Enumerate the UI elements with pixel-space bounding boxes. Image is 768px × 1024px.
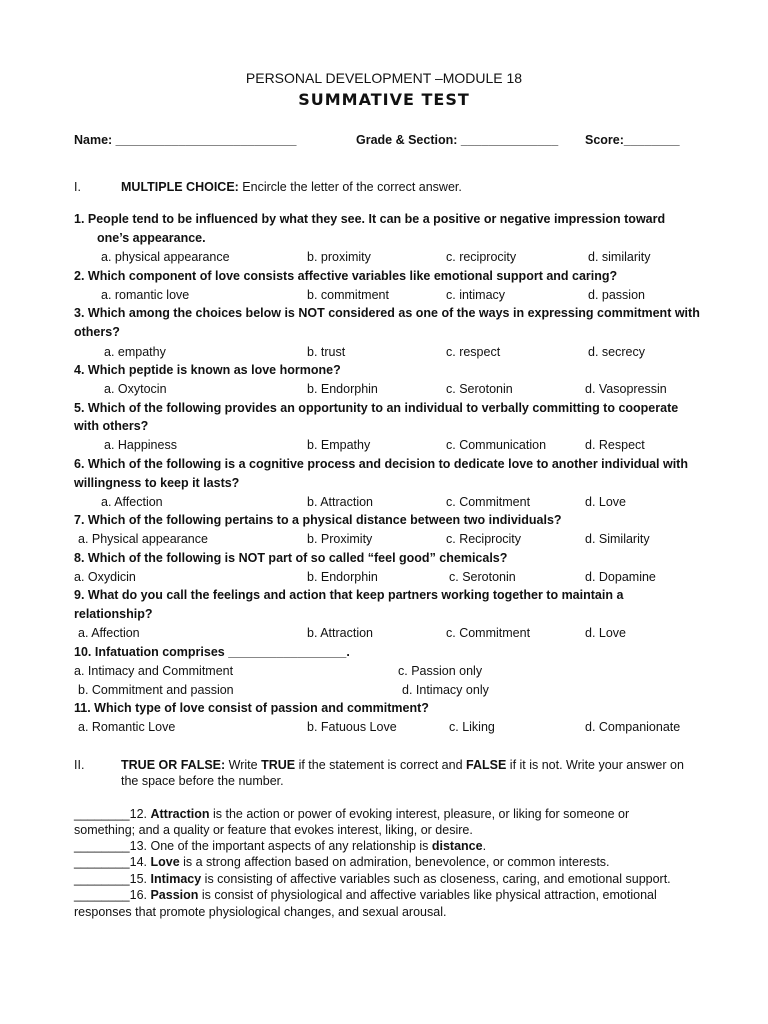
q7-option-b[interactable]: b. Proximity	[307, 532, 373, 546]
q11-option-c[interactable]: c. Liking	[449, 720, 495, 734]
q10-option-a[interactable]: a. Intimacy and Commitment	[74, 664, 234, 678]
part1-instruction: Encircle the letter of the correct answer.	[238, 180, 462, 194]
q3-option-a[interactable]: a. empathy	[104, 345, 166, 359]
tf-15-pre: ________15.	[74, 872, 151, 886]
part1-title: MULTIPLE CHOICE:	[121, 180, 239, 194]
q10-option-d[interactable]: d. Intimacy only	[402, 683, 489, 697]
q3-option-c[interactable]: c. respect	[446, 345, 501, 359]
q6-option-d[interactable]: d. Love	[585, 495, 627, 509]
tf-item-12-cont: something; and a quality or feature that evokes interest, liking, or desire.	[74, 823, 473, 837]
tf-14-term: Love	[150, 855, 180, 869]
tf-13-post: .	[482, 839, 487, 853]
q7-option-d[interactable]: d. Similarity	[585, 532, 650, 546]
tf-item-16[interactable]	[74, 888, 657, 902]
q5-option-b[interactable]: b. Empathy	[307, 438, 371, 452]
q7-option-c[interactable]: c. Reciprocity	[446, 532, 522, 546]
question-5: 5. Which of the following provides an opportunity to an individual to verbally committing to cooperate	[74, 401, 679, 415]
tf-12-term: Attraction	[150, 807, 210, 821]
q5-option-a[interactable]: a. Happiness	[104, 438, 177, 452]
q8-option-d[interactable]: d. Dopamine	[585, 570, 656, 584]
q1-option-c[interactable]: c. reciprocity	[446, 250, 517, 264]
tf-item-14[interactable]	[74, 855, 610, 869]
question-2: 2. Which component of love consists affective variables like emotional support and caring?	[74, 269, 618, 283]
question-3: 3. Which among the choices below is NOT considered as one of the ways in expressing commitment with	[74, 306, 700, 320]
part1-numeral: I.	[74, 180, 81, 194]
q9-option-a[interactable]: a. Affection	[78, 626, 140, 640]
q5-option-c[interactable]: c. Communication	[446, 438, 547, 452]
tf-12-post: is the action or power of evoking interest, pleasure, or liking for someone or	[209, 807, 630, 821]
q11-option-d[interactable]: d. Companionate	[585, 720, 681, 734]
part2-numeral: II.	[74, 758, 85, 772]
q4-option-c[interactable]: c. Serotonin	[446, 382, 513, 396]
score-field[interactable]: Score:________	[585, 133, 680, 147]
q11-option-b[interactable]: b. Fatuous Love	[307, 720, 397, 734]
part2-title: TRUE OR FALSE:	[121, 758, 226, 772]
q8-option-a[interactable]: a. Oxydicin	[74, 570, 136, 584]
q2-option-a[interactable]: a. romantic love	[101, 288, 190, 302]
q11-option-a[interactable]: a. Romantic Love	[78, 720, 176, 734]
question-6: 6. Which of the following is a cognitive process and decision to dedicate love to another individual with	[74, 457, 688, 471]
tf-14-pre: ________14.	[74, 855, 151, 869]
q6-option-c[interactable]: c. Commitment	[446, 495, 531, 509]
tf-14-post: is a strong affection based on admiration, benevolence, or common interests.	[179, 855, 610, 869]
tf-16-post: is consist of physiological and affective variables like physical attraction, emotional	[198, 888, 657, 902]
tf-item-16-cont: responses that promote physiological changes, and sexual arousal.	[74, 905, 447, 919]
tf-item-15[interactable]	[74, 872, 671, 886]
q7-option-a[interactable]: a. Physical appearance	[78, 532, 208, 546]
q4-option-a[interactable]: a. Oxytocin	[104, 382, 167, 396]
tf-13-pre: ________13. One of the important aspects of any relationship is	[74, 839, 432, 853]
q3-option-d[interactable]: d. secrecy	[588, 345, 645, 359]
q2-option-c[interactable]: c. intimacy	[446, 288, 506, 302]
q8-option-c[interactable]: c. Serotonin	[449, 570, 516, 584]
question-8: 8. Which of the following is NOT part of so called “feel good” chemicals?	[74, 551, 508, 565]
q9-option-b[interactable]: b. Attraction	[307, 626, 374, 640]
question-7: 7. Which of the following pertains to a physical distance between two individuals?	[74, 513, 562, 527]
q4-option-d[interactable]: d. Vasopressin	[585, 382, 667, 396]
grade-section-field[interactable]: Grade & Section: ______________	[356, 133, 559, 147]
tf-15-term: Intimacy	[150, 872, 202, 886]
tf-16-term: Passion	[150, 888, 199, 902]
tf-12-pre: ________12.	[74, 807, 151, 821]
part2-true-word: TRUE	[261, 758, 296, 772]
q2-option-b[interactable]: b. commitment	[307, 288, 389, 302]
tf-15-post: is consisting of affective variables such as closeness, caring, and emotional support.	[201, 872, 671, 886]
tf-item-13[interactable]	[74, 839, 486, 853]
question-5-cont: with others?	[74, 419, 149, 433]
part2-instruction-cont: the space before the number.	[121, 774, 284, 788]
q9-option-d[interactable]: d. Love	[585, 626, 627, 640]
name-field[interactable]: Name: __________________________	[74, 133, 297, 147]
tf-13-term: distance	[431, 839, 483, 853]
q4-option-b[interactable]: b. Endorphin	[307, 382, 378, 396]
q10-option-c[interactable]: c. Passion only	[398, 664, 483, 678]
q3-option-b[interactable]: b. trust	[307, 345, 346, 359]
part2-instr-b: if the statement is correct and	[295, 758, 467, 772]
q1-option-b[interactable]: b. proximity	[307, 250, 371, 264]
question-6-cont: willingness to keep it lasts?	[74, 476, 240, 490]
q1-option-a[interactable]: a. physical appearance	[101, 250, 230, 264]
q6-option-a[interactable]: a. Affection	[101, 495, 163, 509]
question-11: 11. Which type of love consist of passion and commitment?	[74, 701, 429, 715]
part2-instr-c: if it is not. Write your answer on	[506, 758, 684, 772]
part2-false-word: FALSE	[466, 758, 507, 772]
q9-option-c[interactable]: c. Commitment	[446, 626, 531, 640]
q1-option-d[interactable]: d. similarity	[588, 250, 651, 264]
question-4: 4. Which peptide is known as love hormone?	[74, 363, 341, 377]
q10-option-b[interactable]: b. Commitment and passion	[78, 683, 234, 697]
question-9-cont: relationship?	[74, 607, 153, 621]
module-title: PERSONAL DEVELOPMENT –MODULE 18	[245, 70, 523, 86]
q6-option-b[interactable]: b. Attraction	[307, 495, 374, 509]
test-title: SUMMATIVE TEST	[298, 90, 470, 109]
q8-option-b[interactable]: b. Endorphin	[307, 570, 378, 584]
question-1-cont: one’s appearance.	[97, 231, 206, 245]
part2-heading	[121, 758, 684, 772]
question-9: 9. What do you call the feelings and action that keep partners working together to maintain a	[74, 588, 624, 602]
tf-item-12[interactable]	[74, 807, 629, 821]
part2-instr-a: Write	[225, 758, 262, 772]
part1-heading	[121, 180, 462, 194]
question-10: 10. Infatuation comprises _________________.	[74, 645, 350, 659]
question-3-cont: others?	[74, 325, 120, 339]
tf-16-pre: ________16.	[74, 888, 151, 902]
q5-option-d[interactable]: d. Respect	[585, 438, 645, 452]
q2-option-d[interactable]: d. passion	[588, 288, 645, 302]
question-1: 1. People tend to be influenced by what they see. It can be a positive or negative impression toward	[74, 212, 666, 226]
